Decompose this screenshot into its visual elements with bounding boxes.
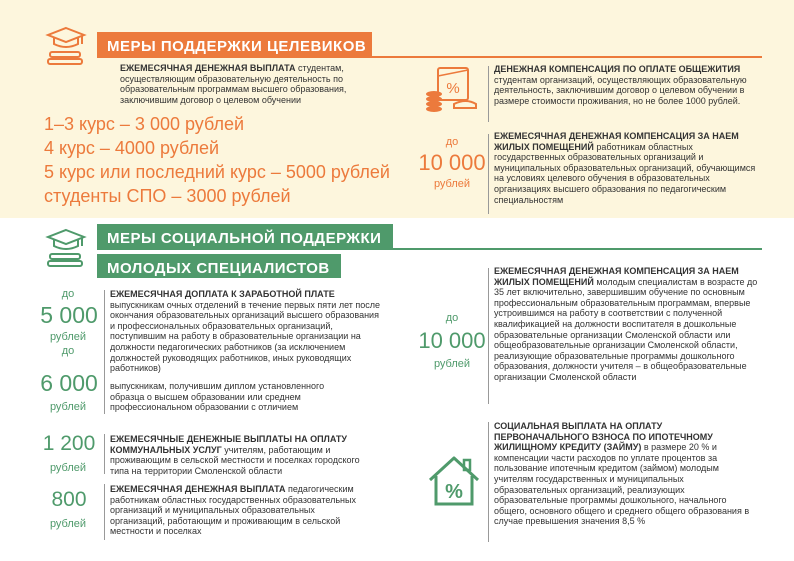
young-rent-amount: 10 000 bbox=[418, 328, 486, 353]
dorm-text bbox=[494, 64, 762, 106]
mortgage-divider bbox=[488, 422, 489, 542]
amount-line-4: студенты СПО – 3000 рублей bbox=[44, 186, 291, 206]
section2-title-line1: МЕРЫ СОЦИАЛЬНОЙ ПОДДЕРЖКИ bbox=[97, 224, 393, 248]
svg-text:%: % bbox=[446, 80, 460, 97]
rent-text bbox=[494, 131, 762, 205]
mortgage-text bbox=[494, 421, 756, 527]
rent-up-to: до bbox=[445, 136, 459, 148]
bonus-heading: ЕЖЕМЕСЯЧНАЯ ДОПЛАТА К ЗАРАБОТНОЙ ПЛАТЕ bbox=[110, 289, 335, 299]
rent-body: работникам областных государственных образовательных организаций и муниципальных образовательных организаций, обучающимся на условиях целевого обучения в образовательных организациях высшего образования по педагогическим специальностям bbox=[494, 141, 756, 205]
bonus-amount-1: 5 000 bbox=[40, 302, 98, 328]
young-rent-unit: рублей bbox=[433, 358, 471, 370]
utilities-amount: 1 200 bbox=[42, 432, 96, 455]
rural-body: педагогическим работникам областных государственных образовательных организаций и муниципальных образовательных организаций, работающим и проживающим в сельской местности и поселках bbox=[110, 484, 356, 537]
utilities-heading: ЕЖЕМЕСЯЧНЫЕ ДЕНЕЖНЫЕ ВЫПЛАТЫ НА ОПЛАТУ КОММУНАЛЬНЫХ УСЛУГ bbox=[110, 434, 347, 455]
young-rent-divider bbox=[488, 268, 489, 404]
utilities-body: учителям, работающим и проживающим в сельской местности и поселках городского типа на территории Смоленской области bbox=[110, 444, 360, 476]
dorm-heading: ДЕНЕЖНАЯ КОМПЕНСАЦИЯ ПО ОПЛАТЕ ОБЩЕЖИТИЯ bbox=[494, 64, 741, 74]
graduation-cap-books-icon bbox=[44, 24, 88, 68]
young-rent-text bbox=[494, 266, 762, 383]
rural-heading: ЕЖЕМЕСЯЧНАЯ ДЕНЕЖНАЯ ВЫПЛАТА bbox=[110, 484, 286, 494]
mortgage-heading: СОЦИАЛЬНАЯ ВЫПЛАТА НА ОПЛАТУ ПЕРВОНАЧАЛЬНОГО ВЗНОСА ПО ИПОТЕЧНОМУ ЖИЛИЩНОМУ КРЕДИТУ (ЗАЙМУ) bbox=[494, 421, 713, 453]
rent-unit: рублей bbox=[433, 178, 471, 190]
monthly-payment-body: студентам, осуществляющим образовательную деятельность по образовательным программам высшего образования, заключившим договор о целевом обучении bbox=[120, 63, 347, 105]
rent-heading: ЕЖЕМЕСЯЧНАЯ ДЕНЕЖНАЯ КОМПЕНСАЦИЯ ЗА НАЕМ ЖИЛЫХ ПОМЕЩЕНИЙ bbox=[494, 131, 739, 152]
bonus-text-2 bbox=[110, 381, 355, 413]
young-rent-up-to: до bbox=[445, 312, 459, 324]
svg-text:%: % bbox=[445, 481, 463, 503]
coins-percent-icon bbox=[424, 64, 480, 112]
dorm-body: студентам организаций, осуществляющих образовательную деятельность, заключившим договор о целевом обучении в размере стоимости проживания, но не более 1000 рублей. bbox=[494, 74, 747, 106]
house-percent-icon bbox=[426, 452, 482, 508]
bonus-divider bbox=[104, 290, 105, 414]
graduation-cap-books-icon bbox=[44, 226, 88, 270]
section1-title-bar bbox=[97, 56, 762, 58]
amount-line-2: 4 курс – 4000 рублей bbox=[44, 138, 220, 158]
rent-amount: 10 000 bbox=[418, 150, 486, 175]
bonus-text bbox=[110, 289, 385, 374]
rural-divider bbox=[104, 484, 105, 540]
bonus-body-1: выпускникам очных отделений в течение первых пяти лет после окончания образовательных организаций высшего образования и профессиональных образовательных организаций, поступившим на работу в образовательные организации на должности педагогических работников (за исключением должностей руководящих работников, иных руководящих работников) bbox=[110, 299, 381, 374]
bonus-up-to-1: до bbox=[61, 288, 75, 300]
bonus-unit-2: рублей bbox=[49, 401, 87, 413]
amount-line-3: 5 курс или последний курс – 5000 рублей bbox=[44, 162, 390, 182]
young-rent-heading: ЕЖЕМЕСЯЧНАЯ ДЕНЕЖНАЯ КОМПЕНСАЦИЯ ЗА НАЕМ ЖИЛЫХ ПОМЕЩЕНИЙ bbox=[494, 266, 739, 287]
young-rent-body: молодым специалистам в возрасте до 35 лет включительно, завершившим обучение по основным профессиональным образовательным программам, впервые устроившимся на работу в соответствии с полученной квалификацией на должности воспитателя в дошкольные образовательные организации Смоленской области или общеобразовательные организации Смоленской области, реализующие образовательные программы дошкольного образования, должности учителя – в общеобразовательные организации Смоленской области bbox=[494, 276, 758, 382]
bonus-up-to-2: до bbox=[61, 345, 75, 357]
bonus-unit-1: рублей bbox=[49, 331, 87, 343]
section2-title-bar bbox=[97, 248, 762, 250]
rural-amount: 800 bbox=[51, 488, 87, 511]
rural-text bbox=[110, 484, 365, 537]
monthly-payment-heading: ЕЖЕМЕСЯЧНАЯ ДЕНЕЖНАЯ ВЫПЛАТА bbox=[120, 63, 296, 73]
dorm-divider bbox=[488, 66, 489, 122]
bonus-body-2: выпускникам, получившим диплом установленного образца о высшем образовании или среднем профессиональном образовании с отличием bbox=[110, 381, 325, 413]
rent-divider bbox=[488, 134, 489, 214]
amount-line-1: 1–3 курс – 3 000 рублей bbox=[44, 114, 245, 134]
mortgage-body: в размере 20 % и компенсации части расходов по уплате процентов за пользование ипотечным кредитом (займом) молодым учителям государственных и муниципальных образовательных организаций, реализующих образовательные программы дошкольного, начального общего, основного общего и среднего общего образования в случае превышения значения 8,5 % bbox=[494, 442, 750, 527]
utilities-divider bbox=[104, 434, 105, 474]
utilities-unit: рублей bbox=[49, 462, 87, 474]
section2-title-line2: МОЛОДЫХ СПЕЦИАЛИСТОВ bbox=[97, 254, 341, 278]
rural-unit: рублей bbox=[49, 518, 87, 530]
monthly-payment-text bbox=[120, 63, 360, 105]
bonus-amount-2: 6 000 bbox=[40, 370, 98, 396]
section1-title: МЕРЫ ПОДДЕРЖКИ ЦЕЛЕВИКОВ bbox=[97, 32, 372, 56]
utilities-text bbox=[110, 434, 370, 476]
